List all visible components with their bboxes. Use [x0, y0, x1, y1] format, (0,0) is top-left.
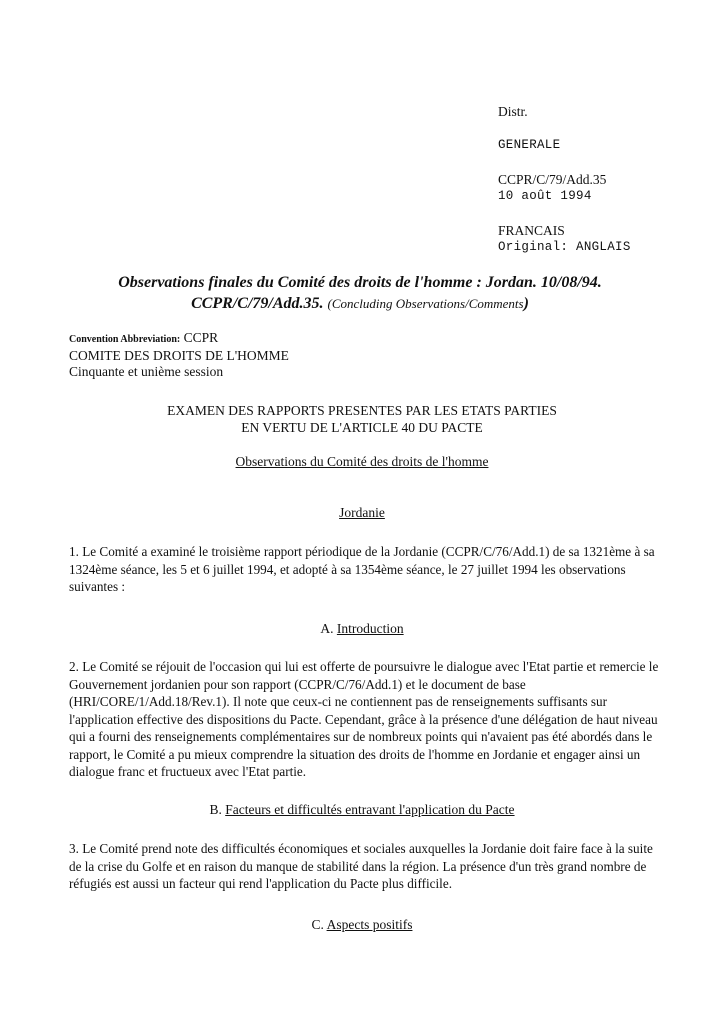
convention-meta — [69, 330, 469, 380]
session-name: Cinquante et unième session — [69, 364, 224, 379]
title-close: ) — [523, 295, 529, 312]
document-date: 10 août 1994 — [498, 189, 592, 203]
section-b-letter: B. — [209, 802, 222, 817]
section-a-heading — [30, 620, 694, 637]
distribution-type: GENERALE — [498, 138, 561, 152]
paragraph-1: 1. Le Comité a examiné le troisième rapport périodique de la Jordanie (CCPR/C/76/Add.1) de sa 1321ème à sa 1324ème séance, les 5 et 6 juillet 1994, et adopté à sa 1354ème séance, le 27 juillet 1994 les observations suivantes : — [69, 544, 655, 594]
convention-abbreviation — [69, 330, 469, 348]
main-heading-line-2: EN VERTU DE L'ARTICLE 40 DU PACTE — [241, 420, 483, 435]
section-c-letter: C. — [311, 917, 324, 932]
section-b-heading — [30, 801, 694, 818]
document-language: FRANCAIS — [498, 223, 565, 238]
title-symbol: CCPR/C/79/Add.35 — [191, 295, 320, 312]
main-heading-line-1: EXAMEN DES RAPPORTS PRESENTES PAR LES ETATS PARTIES — [167, 403, 557, 418]
title-line-2: CCPR/C/79/Add.35. (Concluding Observations/Comments) — [191, 295, 529, 312]
abbreviation-value: CCPR — [183, 330, 219, 345]
observations-heading: Observations du Comité des droits de l'homme — [235, 454, 489, 469]
section-a-title: Introduction — [336, 621, 404, 636]
distr-label: Distr. — [498, 104, 528, 119]
distribution-header — [498, 103, 708, 256]
original-language: Original: ANGLAIS — [498, 240, 631, 254]
abbreviation-label: Convention Abbreviation: — [69, 334, 181, 345]
paragraph-2: 2. Le Comité se réjouit de l'occasion qui lui est offerte de poursuivre le dialogue avec l'Etat partie et remercie le Gouvernement jordanien pour son rapport (CCPR/C/76/Add.1) et le document de base (HRI/CORE/1/Add.18/Rev.1). Il note que ceux-ci ne contiennent pas de renseignements suffisants sur l'application effective des dispositions du Pacte. Cependant, grâce à la présence d'une délégation de haut niveau qui a fourni des renseignements complémentaires sur de nombreux points qui n'avaient pas été abordés dans le rapport, le Comité a pu mieux comprendre la situation des droits de l'homme en Jordanie et engager ainsi un dialogue franc et fructueux avec l'Etat partie. — [69, 659, 659, 779]
main-heading — [30, 402, 694, 436]
committee-name: COMITE DES DROITS DE L'HOMME — [69, 348, 289, 363]
section-c-heading — [30, 916, 694, 933]
title-line-1: Observations finales du Comité des droits de l'homme : Jordan. 10/08/94. — [118, 274, 602, 291]
title-note: (Concluding Observations/Comments — [327, 296, 524, 311]
paragraph-3: 3. Le Comité prend note des difficultés économiques et sociales auxquelles la Jordanie doit faire face à la suite de la crise du Golfe et en raison du manque de stabilité dans la région. La présence d'un très grand nombre de réfugiés est aussi un facteur qui rend l'application du Pacte plus difficile. — [69, 841, 653, 891]
document-title — [40, 272, 680, 314]
country-heading: Jordanie — [339, 505, 385, 520]
section-a-letter: A. — [320, 621, 334, 636]
section-b-title: Facteurs et difficultés entravant l'application du Pacte — [225, 802, 515, 817]
document-symbol: CCPR/C/79/Add.35 — [498, 172, 607, 187]
section-c-title: Aspects positifs — [326, 917, 413, 932]
